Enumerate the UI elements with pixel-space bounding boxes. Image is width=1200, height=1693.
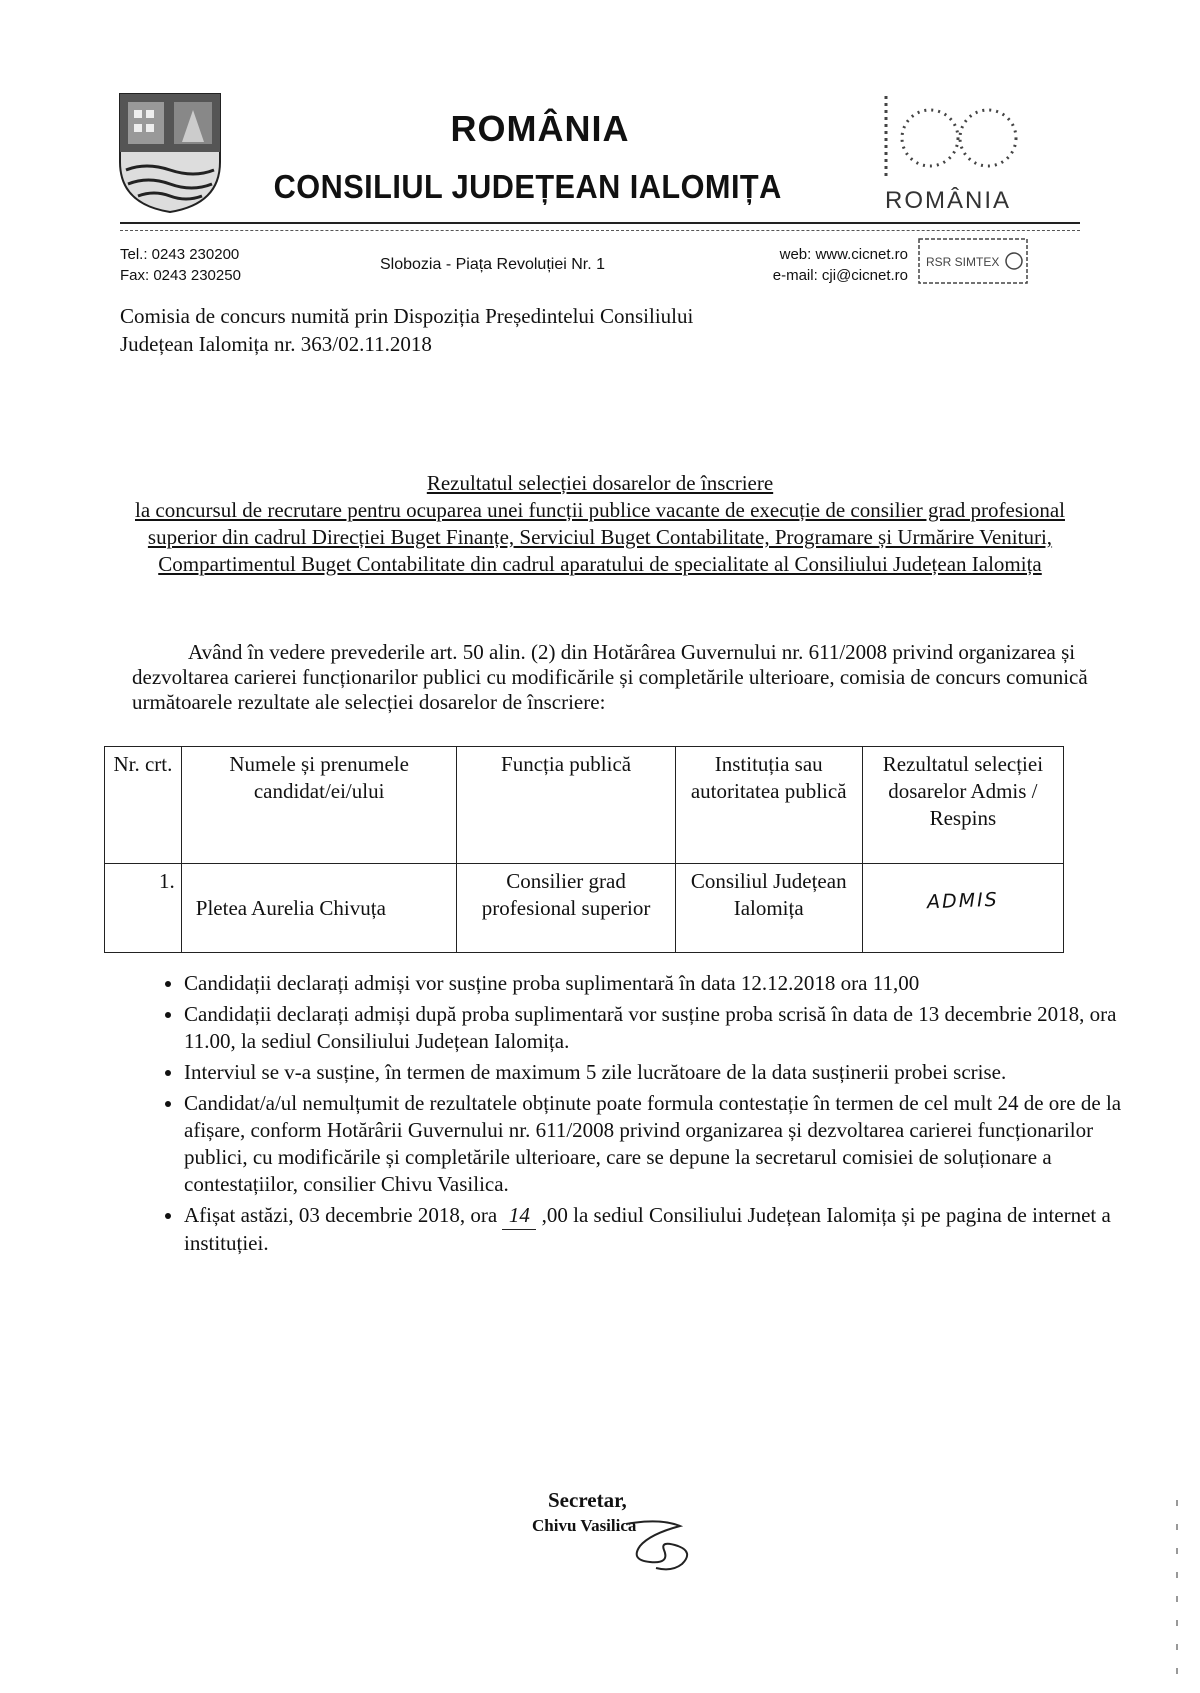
county-coat-of-arms-icon (118, 92, 222, 214)
cell-institution: Consiliul Județean Ialomița (675, 864, 862, 953)
website: web: www.cicnet.ro (779, 246, 908, 263)
document-title (100, 470, 1100, 578)
intro-text: Având în vedere prevederile art. 50 alin. (2) din Hotărârea Guvernului nr. 611/2008 privind organizarea și dezvoltarea carierei funcționarilor publici cu modificările și completările ulterioare, comisia de concurs comunică următoarele rezultate ale selecției dosarelor de înscriere: (132, 640, 1088, 714)
posted-hour: 14 (502, 1202, 536, 1230)
certification-text: RSR SIMTEX (926, 255, 1000, 269)
results-table (104, 746, 1064, 953)
commission-line-1: Comisia de concurs numită prin Dispoziția Președintelui Consiliului (120, 304, 694, 328)
email-address: e-mail: cji@cicnet.ro (772, 267, 908, 284)
romania-100-logo-icon (868, 92, 1028, 182)
web-email-block (690, 244, 908, 286)
cell-function: Consilier grad profesional superior (457, 864, 675, 953)
commission-line-2: Județean Ialomița nr. 363/02.11.2018 (120, 332, 432, 356)
council-heading: CONSILIUL JUDEȚEAN IALOMIȚA (273, 168, 782, 205)
romania-100-logo (868, 92, 1028, 224)
notes-list (150, 970, 1126, 1261)
secretary-role: Secretar, (548, 1488, 627, 1512)
phone-number: Tel.: 0243 230200 (120, 246, 240, 263)
handwritten-signature-icon (620, 1516, 710, 1576)
cell-result (862, 864, 1063, 953)
phone-fax-block (120, 244, 241, 286)
centenary-wordmark: ROMÂNIA (884, 187, 1011, 214)
table-header-row (105, 747, 1064, 864)
list-item: • Candidat/a/ul nemulțumit de rezultatele obținute poate formula contestație în termen de cel mult 24 de ore de la afișare, conform Hotărârii Guvernului nr. 611/2008 privind organizarea și dezvoltarea carierei funcționarilor publici, cu modificările și completările ulterioare, care se depune la secretarul comisiei de soluționare a contestațiilor, consilier Chivu Vasilica. (184, 1090, 1126, 1198)
table-row (105, 864, 1064, 953)
intro-paragraph (132, 640, 1092, 715)
title-main: Rezultatul selecției dosarelor de înscriere (426, 471, 774, 495)
header-nr: Nr. crt. (105, 747, 182, 864)
secretary-name: Chivu Vasilica (532, 1516, 637, 1535)
posted-after: ,00 la sediul Consiliului Județean Ialomița și pe pagina de internet a instituției. (184, 1203, 1111, 1255)
list-item: • Candidații declarați admiși după proba suplimentară vor susține proba scrisă în data de 13 decembrie 2018, ora 11.00, la sediul Consiliului Județean Ialomița. (184, 1001, 1126, 1055)
postal-address: Slobozia - Piața Revoluției Nr. 1 (380, 256, 605, 273)
country-heading: ROMÂNIA (450, 108, 630, 149)
commission-reference (120, 302, 920, 358)
list-item-posted (184, 1202, 1126, 1257)
scan-edge-marks (1174, 1500, 1180, 1680)
fax-number: Fax: 0243 230250 (120, 267, 241, 284)
srac-iqnet-certification-icon (918, 238, 1028, 284)
header-institution: Instituția sau autoritatea publică (675, 747, 862, 864)
header-rule (120, 222, 1080, 231)
handwritten-result: ADMIS (926, 888, 1000, 914)
cell-name: Pletea Aurelia Chivuța (181, 864, 457, 953)
header-result: Rezultatul selecției dosarelor Admis / Respins (862, 747, 1063, 864)
posted-before: Afișat astăzi, 03 decembrie 2018, ora (184, 1203, 503, 1227)
cell-nr: 1. (105, 864, 182, 953)
list-item: • Candidații declarați admiși vor susține proba suplimentară în data 12.12.2018 ora 11,00 (184, 970, 1126, 997)
list-item: • Interviul se v-a susține, în termen de maximum 5 zile lucrătoare de la data susținerii probei scrise. (184, 1059, 1126, 1086)
title-subtitle: la concursul de recrutare pentru ocuparea unei funcții publice vacante de execuție de consilier grad profesional superior din cadrul Direcției Buget Finanțe, Serviciul Buget Contabilitate, Programare și Urmărire Venituri, Compartimentul Buget Contabilitate din cadrul aparatului de specialitate al Consiliului Județean Ialomița (135, 498, 1065, 576)
header-name: Numele și prenumele candidat/ei/ului (181, 747, 457, 864)
header-function: Funcția publică (457, 747, 675, 864)
